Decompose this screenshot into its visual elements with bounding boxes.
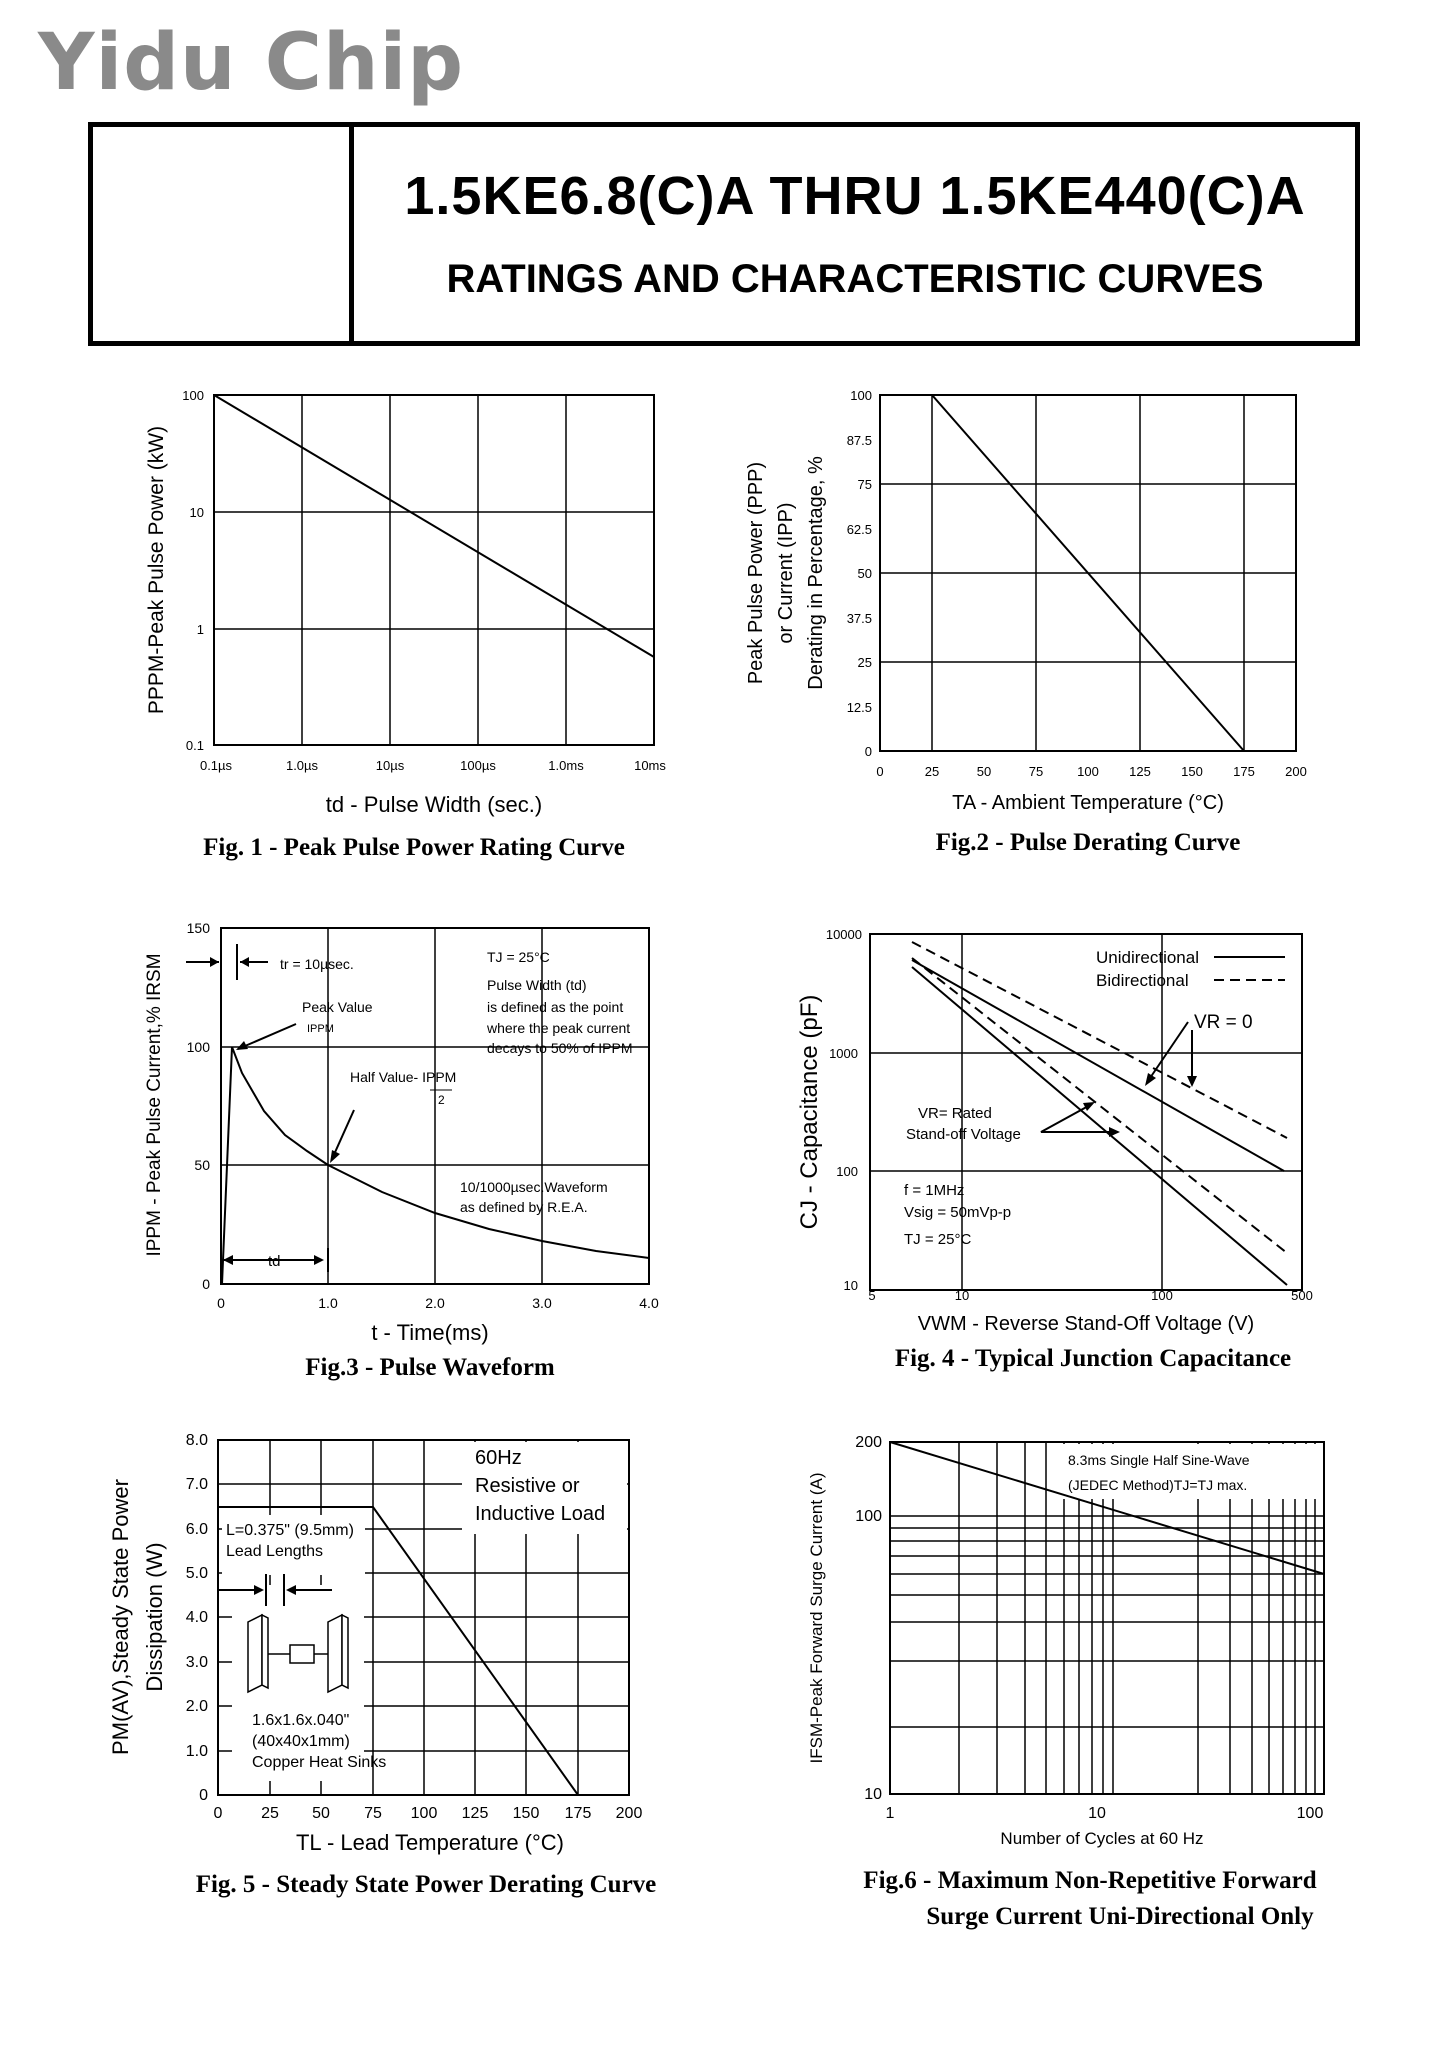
fig3-xtick: 4.0 (639, 1295, 659, 1311)
fig2-xtick: 125 (1129, 764, 1151, 779)
fig4-cond-line: Vsig = 50mVp-p (904, 1204, 1012, 1221)
fig6-ytick: 200 (855, 1434, 882, 1451)
fig6-xlabel: Number of Cycles at 60 Hz (1000, 1829, 1204, 1848)
fig2-ytick: 100 (850, 388, 872, 403)
fig1-xtick: 0.1µs (199, 758, 233, 773)
fig5 (108, 1432, 656, 1898)
fig4-vr0: VR = 0 (1194, 1012, 1253, 1033)
fig3-wave-line: as defined by R.E.A. (460, 1199, 588, 1215)
fig1-ytick: 0.1 (185, 738, 204, 753)
fig6 (807, 1434, 1324, 1930)
fig4-xtick: 100 (1151, 1288, 1173, 1303)
brand-logo: Yidu Chip (38, 18, 465, 108)
fig5-sink-line: Copper Heat Sinks (252, 1754, 387, 1771)
fig3-peak-label: Peak Value (302, 999, 373, 1015)
fig1-ytick: 1 (196, 622, 204, 637)
fig3-xtick: 0 (217, 1295, 225, 1311)
fig4-rated-2: Stand-off Voltage (906, 1126, 1021, 1143)
fig2-xtick: 50 (976, 764, 992, 779)
fig5-ylabel-line: Dissipation (W) (142, 1542, 167, 1692)
fig2-ytick: 12.5 (846, 700, 872, 715)
fig2-ytick: 50 (857, 566, 872, 581)
fig5-ytick: 4.0 (185, 1609, 208, 1626)
fig3-half-denom: 2 (438, 1093, 445, 1107)
fig6-ytick: 100 (855, 1508, 882, 1525)
fig5-ytick: 8.0 (185, 1432, 208, 1449)
fig6-note-line: 8.3ms Single Half Sine-Wave (1068, 1452, 1250, 1468)
fig5-xtick: 50 (312, 1805, 330, 1822)
fig2-ytick: 0 (864, 744, 872, 759)
fig4-ytick: 1000 (829, 1046, 858, 1061)
fig4-caption: Fig. 4 - Typical Junction Capacitance (894, 1345, 1292, 1372)
fig4-ytick: 10 (843, 1278, 858, 1293)
fig3-xtick: 1.0 (318, 1295, 338, 1311)
fig5-xtick: 125 (461, 1805, 489, 1822)
fig1-xlabel: td - Pulse Width (sec.) (325, 792, 543, 817)
fig1-xtick: 1.0µs (285, 758, 319, 773)
fig5-load-line: 60Hz (475, 1447, 522, 1469)
fig5-ytick: 6.0 (185, 1521, 208, 1538)
fig3-xlabel: t - Time(ms) (371, 1320, 489, 1345)
fig5-xtick: 100 (410, 1805, 438, 1822)
fig3-tr: tr = 10µsec. (280, 956, 354, 972)
fig3-wave-line: 10/1000µsec.Waveform (460, 1179, 608, 1195)
fig4-xtick: 500 (1291, 1288, 1313, 1303)
fig3-xtick: 3.0 (532, 1295, 552, 1311)
fig6-note-line: (JEDEC Method)TJ=TJ max. (1068, 1477, 1248, 1493)
fig2-ylabel-line: Derating in Percentage, % (805, 456, 827, 690)
fig3-peak-sub: IPPM (307, 1023, 334, 1035)
fig4-legend-uni: Unidirectional (1096, 948, 1199, 967)
fig2-xtick: 175 (1233, 764, 1255, 779)
fig5-lead-line: Lead Lengths (226, 1543, 323, 1560)
fig1-xtick: 1.0ms (548, 758, 584, 773)
fig4-ytick: 10000 (825, 927, 862, 942)
fig5-xtick: 150 (512, 1805, 540, 1822)
fig2-ytick: 62.5 (846, 522, 872, 537)
fig2-xtick: 75 (1028, 764, 1044, 779)
fig5-caption: Fig. 5 - Steady State Power Derating Curve (195, 1871, 657, 1898)
fig3-ytick: 50 (194, 1157, 210, 1173)
fig5-xtick: 175 (564, 1805, 592, 1822)
fig1-xtick: 100µs (460, 758, 496, 773)
fig4-rated-1: VR= Rated (918, 1105, 992, 1122)
fig5-ytick: 3.0 (185, 1654, 208, 1671)
fig2-xtick: 100 (1077, 764, 1099, 779)
fig4-ylabel: CJ - Capacitance (pF) (796, 994, 823, 1230)
fig5-sink-line: (40x40x1mm) (252, 1733, 350, 1750)
fig2-ytick: 87.5 (846, 433, 872, 448)
fig6-xtick: 100 (1296, 1805, 1324, 1822)
fig5-xlabel: TL - Lead Temperature (°C) (295, 1830, 565, 1855)
fig4-legend-bi: Bidirectional (1096, 971, 1189, 990)
fig2-ytick: 25 (857, 655, 872, 670)
fig2-xtick: 0 (876, 764, 884, 779)
fig2-ytick: 37.5 (846, 611, 872, 626)
fig3-pw-line: decays to 50% of IPPM (487, 1040, 633, 1056)
fig4-cond-line: TJ = 25°C (904, 1231, 972, 1248)
fig6-xtick: 1 (885, 1805, 895, 1822)
fig5-load-line: Resistive or (475, 1475, 580, 1497)
fig5-ytick: 0 (199, 1787, 208, 1804)
fig4-xtick: 10 (954, 1288, 970, 1303)
fig3-pw-line: where the peak current (487, 1020, 631, 1036)
fig3-pw-line: is defined as the point (487, 999, 624, 1015)
fig5-ytick: 2.0 (185, 1698, 208, 1715)
fig1-caption: Fig. 1 - Peak Pulse Power Rating Curve (203, 834, 625, 861)
fig4 (796, 927, 1313, 1372)
fig5-xtick: 0 (213, 1805, 223, 1822)
fig6-ylabel: IFSM-Peak Forward Surge Current (A) (807, 1472, 826, 1764)
fig3-ylabel: IPPM - Peak Pulse Current,% IRSM (144, 953, 165, 1257)
fig5-ytick: 1.0 (185, 1743, 208, 1760)
fig1-ytick: 100 (182, 388, 204, 403)
fig6-xtick: 10 (1088, 1805, 1106, 1822)
fig1 (145, 388, 666, 861)
fig5-sink-line: 1.6x1.6x.040" (252, 1712, 350, 1729)
fig3-ytick: 150 (186, 920, 210, 936)
page-title: 1.5KE6.8(C)A THRU 1.5KE440(C)A (404, 166, 1306, 226)
fig2-caption: Fig.2 - Pulse Derating Curve (935, 829, 1241, 856)
fig1-ylabel: PPPM-Peak Pulse Power (kW) (145, 425, 168, 715)
fig2-xtick: 200 (1285, 764, 1307, 779)
fig4-cond-line: f = 1MHz (904, 1182, 965, 1199)
fig2 (745, 388, 1307, 856)
fig3-td: td (268, 1253, 281, 1270)
fig3-xtick: 2.0 (425, 1295, 445, 1311)
fig5-xtick: 25 (261, 1805, 279, 1822)
fig3-ytick: 0 (202, 1276, 210, 1292)
page-subtitle: RATINGS AND CHARACTERISTIC CURVES (446, 257, 1264, 301)
fig5-ytick: 7.0 (185, 1476, 208, 1493)
fig5-xtick: 75 (364, 1805, 382, 1822)
fig5-ytick: 5.0 (185, 1565, 208, 1582)
fig3 (144, 920, 659, 1381)
fig2-xtick: 25 (924, 764, 940, 779)
fig2-ylabel-line: Peak Pulse Power (PPP) (745, 461, 767, 685)
fig4-xlabel: VWM - Reverse Stand-Off Voltage (V) (917, 1313, 1255, 1335)
fig5-ylabel-line: PM(AV),Steady State Power (108, 1479, 133, 1755)
fig1-grid (214, 395, 654, 745)
fig3-tj: TJ = 25°C (487, 949, 550, 965)
fig5-xtick: 200 (615, 1805, 643, 1822)
fig1-ytick: 10 (189, 505, 204, 520)
fig2-xlabel: TA - Ambient Temperature (°C) (952, 792, 1224, 814)
fig5-load-line: Inductive Load (475, 1503, 606, 1525)
fig2-ytick: 75 (857, 477, 872, 492)
fig1-series-line (214, 395, 654, 657)
fig2-xtick: 150 (1181, 764, 1203, 779)
fig6-caption-line: Surge Current Uni-Directional Only (926, 1903, 1314, 1930)
fig3-caption: Fig.3 - Pulse Waveform (305, 1354, 555, 1381)
fig3-ytick: 100 (186, 1039, 210, 1055)
fig6-ytick: 10 (864, 1786, 882, 1803)
fig5-lead-line: L=0.375" (9.5mm) (226, 1522, 354, 1539)
fig4-xtick: 5 (868, 1288, 876, 1303)
fig3-pw-line: Pulse Width (td) (487, 977, 587, 993)
fig1-xtick: 10µs (375, 758, 405, 773)
fig6-caption-line: Fig.6 - Maximum Non-Repetitive Forward (863, 1867, 1317, 1894)
fig3-half-value: Half Value- IPPM (350, 1069, 457, 1085)
fig4-ytick: 100 (836, 1164, 858, 1179)
fig1-xtick: 10ms (634, 758, 666, 773)
fig2-ylabel-line: or Current (IPP) (775, 502, 797, 644)
fig3-tr-marker (186, 944, 268, 980)
